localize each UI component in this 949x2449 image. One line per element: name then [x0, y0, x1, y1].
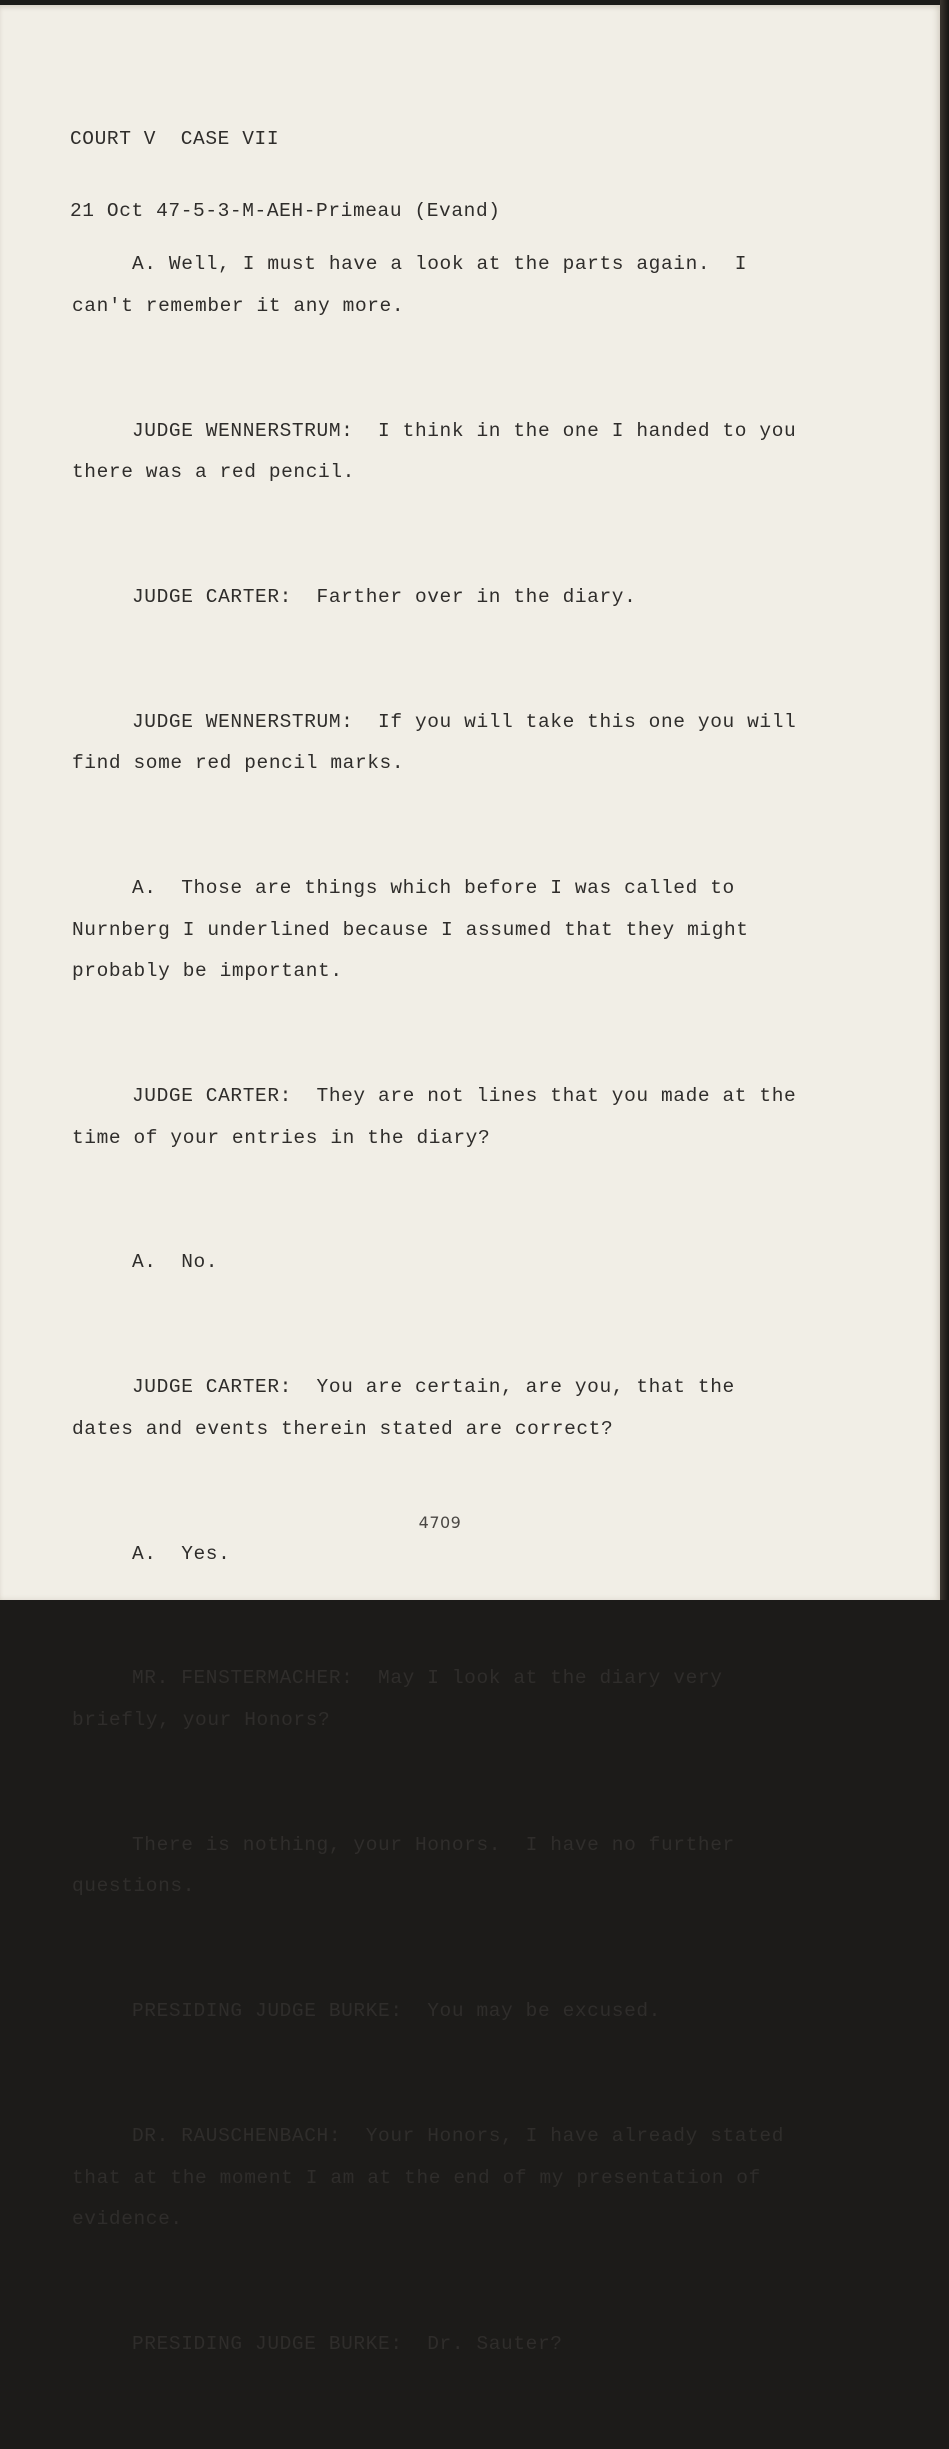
transcript-paragraph	[72, 1825, 832, 1908]
transcript-paragraph	[72, 2116, 832, 2241]
paragraph-first-line: JUDGE WENNERSTRUM: I think in the one I handed to you	[132, 419, 797, 442]
paragraph-continuation: time of your entries in the diary?	[72, 1126, 491, 1149]
header-court-case: COURT V CASE VII	[70, 128, 280, 150]
transcript-paragraph	[72, 1076, 832, 1159]
paragraph-first-line: A. Those are things which before I was called to	[132, 877, 735, 900]
transcript-paragraph	[72, 577, 832, 619]
header-session-info: 21 Oct 47-5-3-M-AEH-Primeau (Evand)	[70, 200, 501, 222]
paragraph-first-line: JUDGE CARTER: Farther over in the diary.	[132, 585, 637, 608]
paragraph-first-line: MR. FENSTERMACHER: May I look at the diary very	[132, 1667, 723, 1690]
page-number: 4709	[418, 1513, 462, 1532]
paragraph-continuation: briefly, your Honors?	[72, 1708, 331, 1731]
paragraph-first-line: PRESIDING JUDGE BURKE: Dr. Sauter?	[132, 2332, 563, 2355]
transcript-paragraph	[72, 411, 832, 494]
paragraph-continuation: can't remember it any more.	[72, 294, 405, 317]
transcript-paragraph	[72, 244, 832, 327]
paragraph-first-line: A. No.	[132, 1251, 219, 1274]
paragraph-continuation: that at the moment I am at the end of my presentation of evidence.	[72, 2166, 761, 2231]
transcript-paragraph	[72, 868, 832, 993]
paragraph-first-line: PRESIDING JUDGE BURKE: You may be excused.	[132, 2000, 661, 2023]
paragraph-first-line: JUDGE WENNERSTRUM: If you will take this one you will	[132, 710, 797, 733]
transcript-paragraph	[72, 1367, 832, 1450]
paragraph-continuation: dates and events therein stated are correct?	[72, 1417, 614, 1440]
paragraph-first-line: A. Yes.	[132, 1542, 231, 1565]
transcript-paragraph	[72, 1658, 832, 1741]
transcript-paragraph	[72, 1534, 832, 1576]
paragraph-continuation: questions.	[72, 1875, 196, 1898]
transcript-paragraph	[72, 2324, 832, 2366]
document-page	[0, 5, 940, 2355]
transcript-paragraph	[72, 702, 832, 785]
paragraph-first-line: JUDGE CARTER: They are not lines that you made at the	[132, 1085, 797, 1108]
paragraph-first-line: A. Well, I must have a look at the parts again. I	[132, 253, 748, 276]
paragraph-continuation: there was a red pencil.	[72, 461, 355, 484]
transcript-paragraph	[72, 1242, 832, 1284]
paragraph-first-line: JUDGE CARTER: You are certain, are you, that the	[132, 1376, 735, 1399]
scan-edge	[940, 0, 949, 1600]
paragraph-first-line: DR. RAUSCHENBACH: Your Honors, I have already stated	[132, 2124, 785, 2147]
paragraph-continuation: Nurnberg I underlined because I assumed that they might probably be important.	[72, 918, 749, 983]
transcript-paragraph	[72, 1991, 832, 2033]
transcript-body	[72, 161, 832, 2449]
paragraph-continuation: find some red pencil marks.	[72, 752, 405, 775]
paragraph-first-line: There is nothing, your Honors. I have no further	[132, 1833, 735, 1856]
